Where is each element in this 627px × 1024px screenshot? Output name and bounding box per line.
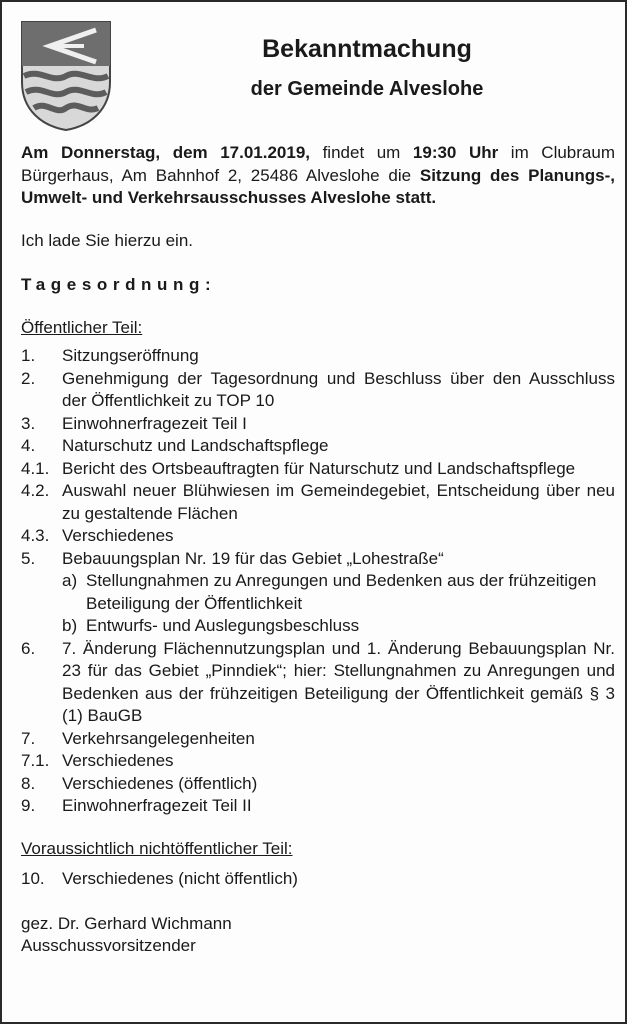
notice-body [21,142,615,958]
agenda-item-number: 8. [21,773,36,793]
agenda-subitem [21,615,615,638]
invitation-line: Ich lade Sie hierzu ein. [21,230,193,250]
agenda-item-number: 7. [21,728,36,748]
public-section-heading: Öffentlicher Teil: [21,317,143,337]
agenda-subitem [21,570,615,615]
agenda-item-text: Auswahl neuer Blühwiesen im Gemeindegebiet, Entscheidung über neu zu gestaltende Flächen [62,481,615,523]
agenda-item-number: 4.2. [21,481,50,500]
agenda-item-number: 1. [21,346,36,365]
agenda-item-text: Einwohnerfragezeit Teil II [62,796,252,815]
agenda-item-number: 2. [21,368,36,388]
agenda-item-number: 4.1. [21,458,50,478]
signatory-name: gez. Dr. Gerhard Wichmann [21,913,232,933]
agenda-item-text: Naturschutz und Landschaftspflege [62,436,329,455]
agenda-item-text: Verschiedenes (nicht öffentlich) [62,869,298,888]
agenda-subitem-text: Stellungnahmen zu Anregungen und Bedenken aus der frühzeitigen Beteiligung der Öffentlichkeit [86,571,597,613]
signature-block [21,913,615,958]
signatory-role: Ausschussvorsitzender [21,936,196,955]
agenda-item [21,413,615,436]
notice-title: Bekanntmachung [262,35,472,63]
agenda-item-text: Einwohnerfragezeit Teil I [62,413,247,433]
agenda-item-text: Genehmigung der Tagesordnung und Beschluss über den Ausschluss der Öffentlichkeit zu TOP 10 [62,368,615,410]
agenda-item [21,435,615,458]
agenda-item-number: 9. [21,796,36,815]
intro-text-2: im Clubraum Bürgerhaus, Am Bahnhof 2, 25486 Alveslohe die [21,143,615,185]
agenda-item [21,525,615,548]
agenda-item [21,868,615,891]
agenda-item-text: Bericht des Ortsbeauftragten für Naturschutz und Landschaftspflege [62,458,576,478]
agenda-item [21,345,615,368]
agenda-item [21,480,615,525]
meeting-announcement [21,142,615,210]
agenda-item-number: 10. [21,869,45,888]
agenda-item-number: 3. [21,413,36,433]
agenda-item-text: Sitzungseröffnung [62,346,199,365]
agenda-subitem-text: Entwurfs- und Auslegungsbeschluss [86,616,360,635]
agenda-item-text: Bebauungsplan Nr. 19 für das Gebiet „Lohestraße“ [62,548,444,568]
agenda-item-text: Verschiedenes [62,751,174,770]
agenda-item-number: 6. [21,638,36,658]
agenda-item-number: 5. [21,548,36,568]
nonpublic-agenda-list [21,868,615,891]
agenda-heading: Tagesordnung: [21,275,217,294]
agenda-item [21,750,615,773]
notice-subtitle: der Gemeinde Alveslohe [250,78,484,100]
agenda-item [21,638,615,728]
agenda-item [21,773,615,796]
public-agenda-list [21,345,615,818]
municipal-coat-of-arms-icon [20,20,112,132]
meeting-date: Am Donnerstag, dem 17.01.2019, [21,143,311,162]
agenda-item-number: 4. [21,436,36,455]
agenda-item-number: 4.3. [21,526,50,545]
agenda-item-text: Verschiedenes (öffentlich) [62,773,258,793]
agenda-item [21,368,615,413]
agenda-item-number: 7.1. [21,751,50,770]
agenda-item-text: 7. Änderung Flächennutzungsplan und 1. Änderung Bebauungsplan Nr. 23 für das Gebiet „Pinndiek“; hier: Stellungnahmen zu Anregungen und Bedenken aus der frühzeitigen Beteiligung der Öffentlichkeit gemäß § 3 (1) BauGB [62,638,615,725]
agenda-item [21,728,615,751]
nonpublic-section-heading: Voraussichtlich nichtöffentlicher Teil: [21,838,293,858]
agenda-subitem-letter: a) [62,571,78,590]
agenda-item-text: Verschiedenes [62,526,174,545]
meeting-time: 19:30 Uhr [412,143,499,162]
agenda-item [21,548,615,571]
agenda-item-text: Verkehrsangelegenheiten [62,728,255,748]
agenda-subitem-letter: b) [62,616,78,635]
intro-text-1: findet um [310,143,413,162]
agenda-item [21,458,615,481]
meeting-name: Sitzung des Planungs-, Umwelt- und Verkehrsausschusses Alveslohe statt. [21,165,615,207]
agenda-item [21,795,615,818]
